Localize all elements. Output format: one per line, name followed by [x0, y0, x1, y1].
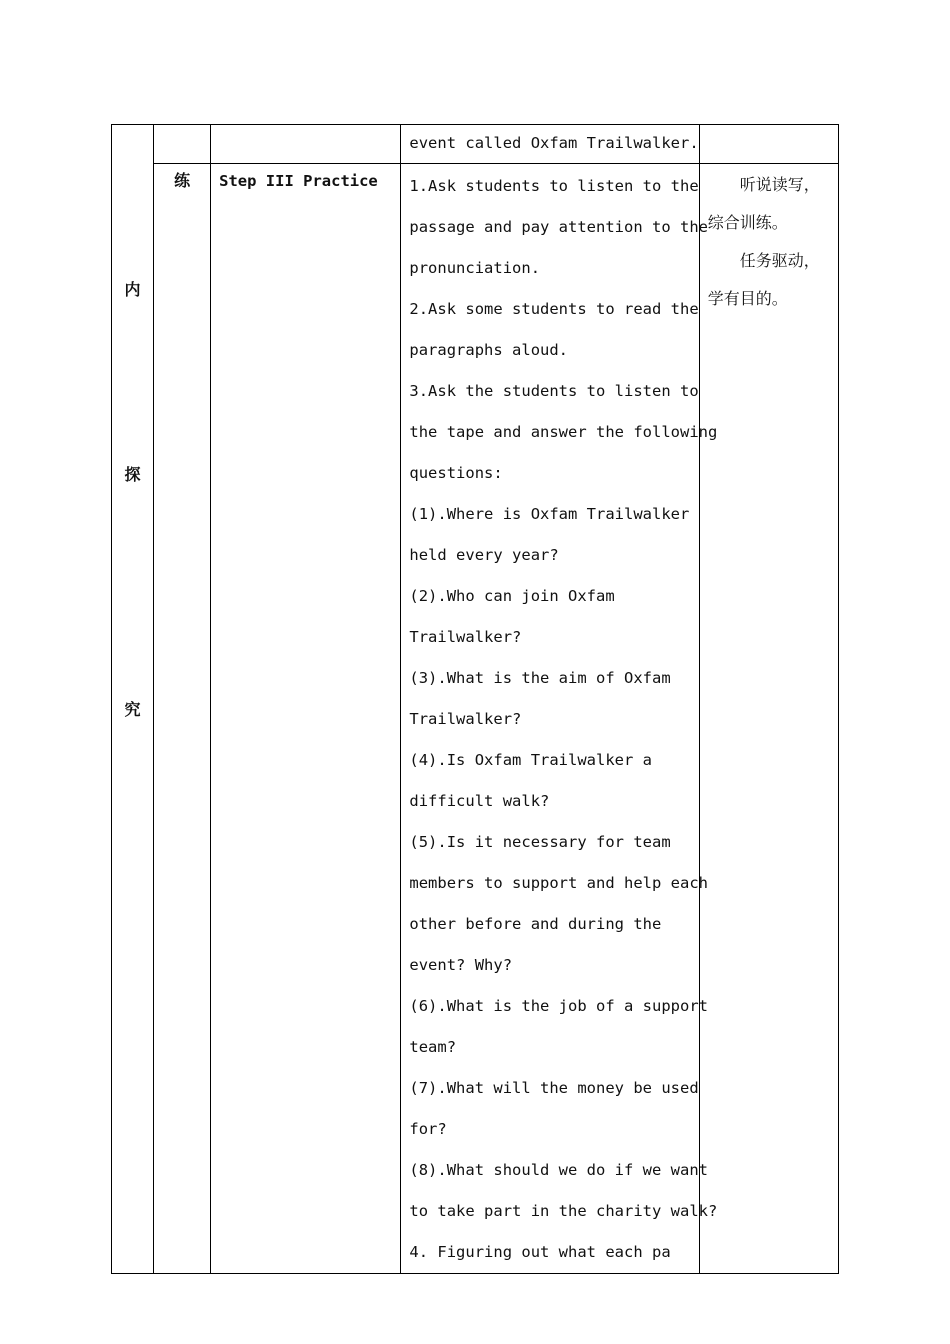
content-line: paragraphs aloud.: [409, 341, 569, 359]
lesson-plan-table: [111, 124, 839, 1274]
content-line: pronunciation.: [409, 259, 541, 277]
content-line: (5).Is it necessary for team: [409, 833, 671, 851]
table-cell: [211, 164, 401, 1274]
content-line: 4. Figuring out what each pa: [409, 1243, 671, 1261]
content-line: (2).Who can join Oxfam: [409, 587, 615, 605]
content-line: the tape and answer the following: [409, 423, 718, 441]
content-line: (4).Is Oxfam Trailwalker a: [409, 751, 653, 769]
table-cell: [154, 164, 211, 1274]
content-line: event? Why?: [409, 956, 513, 974]
content-line: 3.Ask the students to listen to: [409, 382, 699, 400]
table-cell: [699, 125, 838, 164]
step-content: [401, 164, 718, 1273]
content-line: team?: [409, 1038, 457, 1056]
content-line: difficult walk?: [409, 792, 550, 810]
content-line: to take part in the charity walk?: [409, 1202, 718, 1220]
step-char: 练: [174, 171, 191, 190]
content-line: 2.Ask some students to read the: [409, 300, 699, 318]
table-row: [112, 125, 839, 164]
content-line: (3).What is the aim of Oxfam: [409, 669, 671, 687]
content-line: questions:: [409, 464, 503, 482]
content-line: passage and pay attention to the: [409, 218, 708, 236]
content-line: (7).What will the money be used: [409, 1079, 699, 1097]
table-cell: [401, 125, 699, 164]
content-line: for?: [409, 1120, 447, 1138]
content-line: Trailwalker?: [409, 710, 522, 728]
content-line: other before and during the: [409, 915, 662, 933]
section-char: 探: [124, 465, 141, 484]
content-line: 1.Ask students to listen to the: [409, 177, 699, 195]
step-label: Step III Practice: [219, 172, 378, 190]
section-char: 究: [124, 700, 141, 719]
content-line: Trailwalker?: [409, 628, 522, 646]
note-line: 听说读写，: [739, 175, 820, 194]
section-char: 内: [124, 280, 141, 299]
content-line: held every year?: [409, 546, 559, 564]
content-line: (6).What is the job of a support: [409, 997, 708, 1015]
table-cell: [211, 125, 401, 164]
table-cell: [401, 164, 718, 1274]
table-cell: [154, 125, 211, 164]
content-line: (1).Where is Oxfam Trailwalker: [409, 505, 690, 523]
table-row: [112, 164, 839, 1274]
content-line: members to support and help each: [409, 874, 708, 892]
note-line: 综合训练。: [707, 213, 788, 232]
table-cell: [699, 164, 838, 1274]
continued-text: event called Oxfam Trailwalker.: [409, 134, 699, 152]
step-notes: [700, 164, 838, 318]
note-line: 学有目的。: [707, 289, 788, 308]
note-line: 任务驱动，: [739, 251, 820, 270]
section-label-cell: [112, 125, 154, 1274]
content-line: (8).What should we do if we want: [409, 1161, 708, 1179]
